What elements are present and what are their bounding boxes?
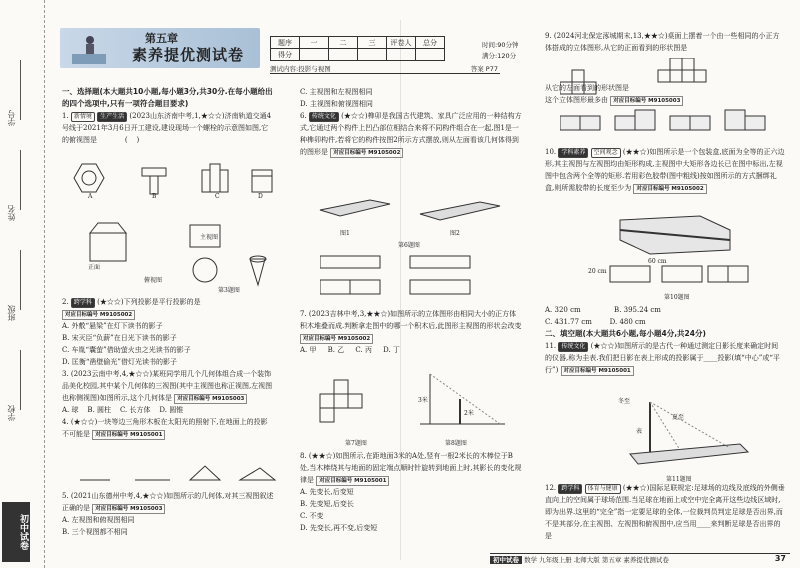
footer-brand: 初中试卷 bbox=[490, 556, 522, 564]
q9-options-figure bbox=[560, 106, 770, 142]
fig-label: 夏至 bbox=[672, 414, 685, 421]
question-1: 1. 新情境 生产生活 (2023山东济南中考,1,★☆☆)济南轨道交通4号线于2021年3月6日开工建设,建设现场一个螺栓的示意图如图,它的俯视图是 ( ) bbox=[62, 112, 272, 144]
options-row: A. 甲 B. 乙 C. 丙 D. 丁 bbox=[300, 346, 400, 354]
question-9: 9. (2024河北保定涿城期末,13,★★☆)桌面上摆着一个由一些相同的小正方体搭成的立体图形,从它的正面看到的形状图是 bbox=[545, 32, 780, 52]
option: A. 左视图和俯视图相同 bbox=[62, 516, 135, 524]
option: C. 不变 bbox=[300, 512, 324, 520]
fig-label: 图2 bbox=[450, 230, 460, 237]
target-code: 对应目标编号 M9105003 bbox=[610, 96, 683, 106]
option: D. 匡衡“凿壁偷光”借灯光读书的影子 bbox=[62, 358, 177, 366]
tag-badge: 传统文化 bbox=[309, 112, 339, 122]
option: B. 先变短,后变长 bbox=[300, 500, 354, 508]
option-label: D bbox=[258, 193, 263, 200]
chapter-banner bbox=[60, 28, 260, 68]
option: C. 车胤“囊萤”借助萤火虫之光读书的影子 bbox=[62, 346, 191, 354]
option: A. 外敷“悬梁”在灯下读书的影子 bbox=[62, 322, 163, 330]
tag-badge: 跨学科 bbox=[71, 298, 95, 308]
column-3 bbox=[545, 30, 785, 54]
page-footer: 初中试卷 数学 九年级上册 北师大版 第五章 素养提优测试卷 37 bbox=[490, 553, 790, 564]
fig-label: 表 bbox=[636, 428, 643, 435]
option: D. 主视图和俯视图相同 bbox=[300, 100, 373, 108]
option: B. 三个视图都不相同 bbox=[62, 528, 128, 536]
tag-badge: 生产生活 bbox=[97, 112, 127, 122]
target-code: 对应目标编号 M9105002 bbox=[300, 334, 373, 344]
target-code: 对应目标编号 M9105001 bbox=[316, 476, 389, 486]
column-3-lower bbox=[545, 304, 785, 376]
q9-followup: 这个立体图形最多由 对应目标编号 M9105003 bbox=[545, 94, 785, 106]
dimension-label: 20 cm bbox=[588, 268, 607, 275]
q6-tenon-figure bbox=[310, 190, 510, 230]
column-2-bottom bbox=[300, 450, 522, 534]
test-title: 素养提优测试卷 bbox=[132, 46, 245, 64]
option-label: C bbox=[215, 193, 220, 200]
options-row: A. 球 B. 圆柱 C. 长方体 D. 圆锥 bbox=[62, 406, 184, 414]
binding-sidebar bbox=[0, 0, 45, 568]
column-1-lower bbox=[62, 296, 274, 440]
question-2: 2. 跨学科 (★☆☆)下列投影是平行投影的是 对应目标编号 M9105002 bbox=[62, 298, 201, 318]
tag-badge: 学科素养 bbox=[558, 148, 588, 158]
page-number: 37 bbox=[774, 554, 786, 563]
question-3: 3. (2023云南中考,4,★☆☆)某班同学用几个几何体组合成一个装饰品美化校园,其中某个几何体的三视图(其中主视图也称正视图,左视图也称侧视图)如图所示,这个几何体是 对应目标编号 M9105003 bbox=[62, 370, 273, 402]
question-8: 8. (★★☆)如图所示,在距地面3米的A处,竖有一根2米长的木棒位于B处,当木棒绕其与地面的固定端点顺时针旋转到地面上时,其影长的变化规律是 对应目标编号 M9105001 bbox=[300, 452, 522, 484]
target-code: 对应目标编号 M9105003 bbox=[92, 504, 165, 514]
test-scope: 测试内容:投影与视图 bbox=[270, 65, 331, 73]
fig-label: 3米 bbox=[418, 397, 428, 404]
q9-followup: 从它的左面看到的形状图是 bbox=[545, 84, 629, 92]
target-code: 对应目标编号 M9105001 bbox=[92, 430, 165, 440]
name-line bbox=[20, 150, 21, 210]
option: B. 宋灭臣“负薪”在日光下读书的影子 bbox=[62, 334, 177, 342]
q1-options-figure bbox=[62, 160, 277, 208]
target-code: 对应目标编号 M9105001 bbox=[561, 366, 634, 376]
fig-label: 第3题图 bbox=[218, 287, 240, 294]
q10-box-figure bbox=[600, 210, 750, 288]
column-1-bottom bbox=[62, 490, 274, 538]
question-5: 5. (2021山东德州中考,4,★☆☆)如图所示的几何体,对其三视图叙述正确的是 对应目标编号 M9105003 bbox=[62, 492, 274, 512]
target-code: 对应目标编号 M9105003 bbox=[174, 394, 247, 404]
score-header-cell: 总分 bbox=[416, 37, 445, 49]
school-line bbox=[20, 350, 21, 410]
fig-label: 正面 bbox=[88, 264, 101, 271]
score-input-cell[interactable] bbox=[358, 49, 387, 61]
fig-label: 主视图 bbox=[200, 234, 219, 241]
fig-label: 图1 bbox=[340, 230, 350, 237]
fig-label: 第10题图 bbox=[664, 294, 690, 301]
score-header-cell: 评卷人 bbox=[387, 37, 416, 49]
options-row: C. 431.77 cm D. 480 cm bbox=[545, 318, 646, 326]
target-code: 对应目标编号 M9105002 bbox=[633, 184, 706, 194]
option: C. 主视图和左视图相同 bbox=[300, 88, 373, 96]
target-code: 对应目标编号 M9105002 bbox=[330, 148, 403, 158]
option: A. 先变长,后变短 bbox=[300, 488, 354, 496]
score-input-cell[interactable] bbox=[329, 49, 358, 61]
fig-label: 俯视图 bbox=[144, 277, 163, 284]
name-label: 姓名 bbox=[7, 205, 16, 221]
tag-badge: 跨学科 bbox=[558, 484, 582, 494]
score-input-cell[interactable] bbox=[387, 49, 416, 61]
chapter-label: 第五章 bbox=[145, 32, 178, 45]
tag-badge: 空间观念 bbox=[591, 148, 621, 158]
option: D. 先变长,再不变,后变短 bbox=[300, 524, 378, 532]
q11-sundial-figure bbox=[610, 392, 750, 478]
full-score: 满分:120分 bbox=[482, 52, 517, 60]
option-label: B bbox=[152, 193, 157, 200]
tag-badge: 新情境 bbox=[71, 112, 95, 122]
q7-q8-figure bbox=[310, 364, 510, 444]
options-row: A. 320 cm B. 395.24 cm bbox=[545, 306, 661, 314]
column-3-q9 bbox=[545, 82, 785, 106]
score-header-cell: 一 bbox=[300, 37, 329, 49]
question-11: 11. 传统文化 (★☆☆)如图所示的是古代一种通过测定日影长度来确定时间的仪器,称为圭表.我们把日影在表上形成的投影属于____投影(填“中心”或“平行”) 对应目标编号 M9105001 bbox=[545, 342, 780, 374]
fig-label: 第6题图 bbox=[398, 242, 420, 249]
section-title-choice: 一、选择题(本大题共10小题,每小题3分,共30分.在每小题给出的四个选项中,只有一项符合题目要求) bbox=[62, 87, 273, 108]
score-header-cell: 题序 bbox=[271, 37, 300, 49]
question-4: 4. (★☆☆)一块等边三角形木板在太阳光的照射下,在地面上的投影不可能是 对应目标编号 M9105001 bbox=[62, 418, 268, 438]
score-input-cell[interactable] bbox=[300, 49, 329, 61]
q6-options-figure bbox=[320, 252, 500, 302]
class-line bbox=[20, 250, 21, 310]
fig-label: 第7题图 bbox=[345, 440, 367, 447]
q4-options-figure bbox=[70, 462, 280, 488]
answer-ref: 答案 P77 bbox=[470, 65, 498, 73]
class-label: 班级 bbox=[7, 305, 16, 321]
column-2 bbox=[300, 86, 522, 158]
column-3-q10 bbox=[545, 146, 785, 194]
score-table bbox=[270, 36, 445, 61]
question-12: 12. 跨学科 体育与健康 (★★☆)国际足联规定:足球场的边线及底线的外侧垂直向上的空间属于球场范围.当足球在地面上或空中完全离开这些边线区域时,即为出界.这里的“完全”指一定要足球的全体,一位裁判员判定足球是否出界,而不是其部分,在主视图、左视图和俯视图中,应当用____来判断足球是否出界的是 bbox=[545, 484, 785, 540]
q3-views-figure bbox=[80, 215, 280, 290]
test-scope-bar bbox=[270, 64, 500, 74]
column-3-bottom bbox=[545, 482, 785, 542]
student-id-label: 学号 bbox=[7, 110, 16, 126]
score-row-label: 得分 bbox=[271, 49, 300, 61]
score-header-cell: 二 bbox=[329, 37, 358, 49]
brand-logo: 初中试卷 bbox=[2, 502, 30, 562]
fig-label: 第11题图 bbox=[666, 476, 692, 483]
tag-badge: 传统文化 bbox=[558, 342, 588, 352]
score-input-cell[interactable] bbox=[416, 49, 445, 61]
student-reading-icon bbox=[70, 32, 110, 66]
fig-label: 2米 bbox=[464, 410, 474, 417]
school-label: 学校 bbox=[7, 405, 16, 421]
column-2-mid bbox=[300, 308, 522, 356]
dimension-label: 60 cm bbox=[648, 258, 667, 265]
target-code: 对应目标编号 M9105002 bbox=[62, 310, 135, 320]
score-header-cell: 三 bbox=[358, 37, 387, 49]
question-7: 7. (2023吉林中考,3,★★☆)如图所示的立体图形由相同大小的正方体积木堆叠而成.判断拿走图中的哪一个积木后,此图形主视图的形状会改变 对应目标编号 M9105002 bbox=[300, 310, 522, 342]
question-10: 10. 学科素养 空间观念 (★★☆)如图所示是一个包装盒,底面为全等的正六边形,其主视图与左视图均由矩形构成,主视图中大矩形各边长已在图中标出,左视图中包含两个全等的矩形.若用彩色胶带(图中粗线)按如图所示的方式捆绑礼盒,则所需胶带的长度至少为 对应目标编号 M9105002 bbox=[545, 148, 785, 192]
section-title-fill: 二、填空题(本大题共6小题,每小题4分,共24分) bbox=[545, 329, 706, 338]
tag-badge: 体育与健康 bbox=[585, 484, 621, 494]
option-label: A bbox=[88, 193, 93, 200]
fig-label: 冬至 bbox=[618, 398, 631, 405]
column-1 bbox=[62, 86, 274, 146]
student-id-line bbox=[20, 60, 21, 120]
question-6: 6. 传统文化 (★☆☆)榫卯是我国古代建筑、家具广泛应用的一种结构方式,它通过两个构件上凹凸部位相结合来将不同构件组合在一起,图1是一种榫卯构件,若将它的构件按图2所示方式摆放,则从左面看该几何体得到的图形是 对应目标编号 M9105002 bbox=[300, 112, 522, 156]
fig-label: 第8题图 bbox=[445, 440, 467, 447]
time-limit: 时间:90分钟 bbox=[482, 41, 519, 49]
